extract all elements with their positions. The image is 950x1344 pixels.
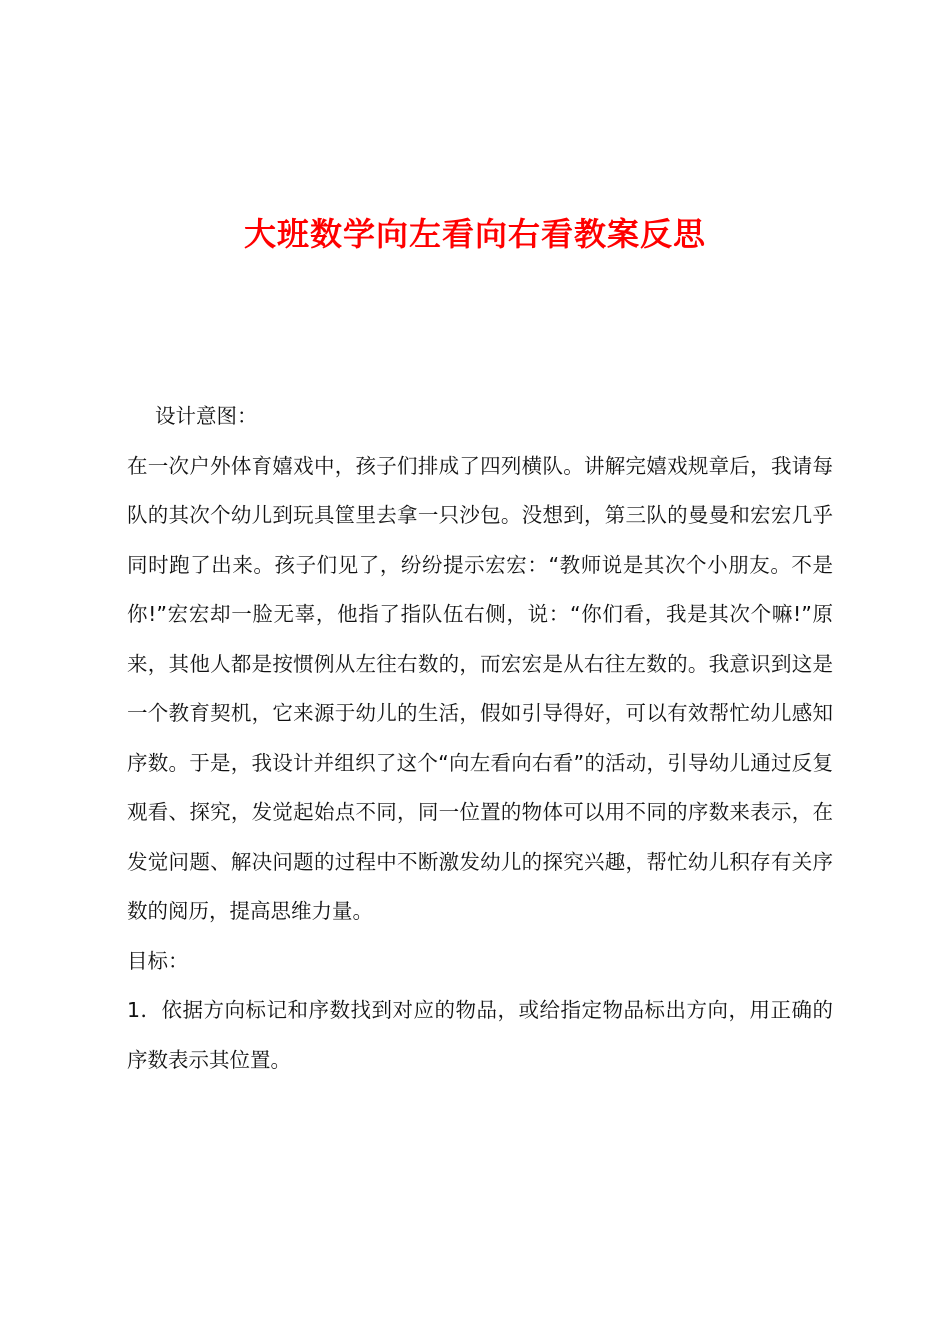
section-label-design: 设计意图： xyxy=(155,404,258,428)
design-intent-paragraph: 在一次户外体育嬉戏中，孩子们排成了四列横队。讲解完嬉戏规章后，我请每队的其次个幼儿到玩具筐里去拿一只沙包。没想到，第三队的曼曼和宏宏几乎同时跑了出来。孩子们见了，纷纷提示宏宏：“教师说是其次个小朋友。不是你!”宏宏却一脸无辜，他指了指队伍右侧，说：“你们看，我是其次个嘛!”原来，其他人都是按惯例从左往右数的，而宏宏是从右往左数的。我意识到这是一个教育契机，它来源于幼儿的生活，假如引导得好，可以有效帮忙幼儿感知序数。于是，我设计并组织了这个“向左看向右看”的活动，引导幼儿通过反复观看、探究，发觉起始点不同，同一位置的物体可以用不同的序数来表示，在发觉问题、解决问题的过程中不断激发幼儿的探究兴趣，帮忙幼儿积存有关序数的阅历，提高思维力量。 xyxy=(127,453,833,923)
section-label-goals: 目标： xyxy=(127,948,189,973)
goal-item-1: 1．依据方向标记和序数找到对应的物品，或给指定物品标出方向，用正确的序数表示其位置。 xyxy=(127,998,833,1072)
document-body xyxy=(127,392,833,1085)
document-title: 大班数学向左看向右看教案反思 xyxy=(243,215,706,253)
